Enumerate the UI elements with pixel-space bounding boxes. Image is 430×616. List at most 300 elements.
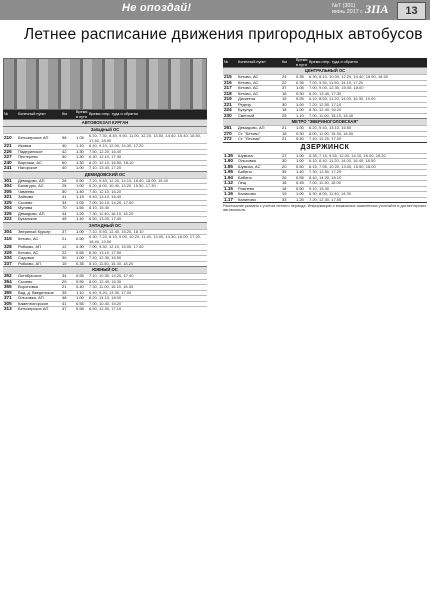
table-row	[3, 295, 207, 301]
section-title: ЦЕНТРАЛЬНЫЙ ОС	[223, 67, 427, 74]
page-header	[0, 0, 430, 20]
route-km: 25	[62, 184, 67, 188]
route-name: Редгир	[238, 102, 251, 107]
route-schedule: 8.00, 11.00, 15.30, 18.00	[309, 131, 354, 136]
route-number: 329	[4, 250, 12, 255]
route-number: 354	[4, 279, 12, 284]
route-number: 304	[4, 206, 12, 210]
route-km: 48	[62, 296, 67, 300]
route-name: Ст. "Кетово"	[238, 131, 261, 136]
route-time: 1.40	[76, 217, 84, 221]
route-time: 1.00	[296, 153, 304, 158]
table-row	[223, 74, 427, 80]
route-time: 0.50	[296, 186, 304, 191]
table-row	[3, 211, 207, 217]
route-time: 1.40	[296, 170, 304, 174]
route-name: Чимеево	[18, 189, 35, 194]
route-name: Кетово, АС	[18, 250, 39, 255]
route-km: 34	[62, 200, 67, 205]
route-schedule: 9.10, 15.40	[309, 186, 330, 191]
route-number: 270	[224, 131, 232, 136]
route-schedule: 8.10, 11.50, 15.30, 18.20	[89, 261, 134, 266]
route-time: 1.00	[76, 296, 84, 300]
route-name: Сычево	[18, 200, 33, 205]
table-row	[223, 158, 427, 164]
route-schedule: 7.40, 12.10, 16.20	[89, 189, 122, 194]
table-row	[3, 205, 207, 211]
route-schedule: 8.30, 12.40, 16.20	[309, 108, 342, 112]
route-name: Зайково	[18, 195, 34, 199]
route-km: 35	[282, 170, 287, 174]
route-number: 230	[224, 113, 232, 118]
route-time: 1.05	[76, 135, 84, 141]
left-table-body	[3, 119, 207, 312]
route-number: 261	[224, 126, 232, 130]
route-number: 1.60	[224, 159, 233, 163]
route-time: 1.40	[76, 189, 84, 194]
route-name: Кетово, АС	[18, 236, 39, 242]
page-title: Летнее расписание движения пригородных автобусов	[24, 26, 423, 43]
route-schedule: 7.00, 9.30, 11.50, 14.10, 17.20	[309, 80, 364, 85]
route-number: 301	[4, 178, 12, 183]
route-number: 219	[224, 97, 232, 101]
table-row	[223, 131, 427, 137]
table-row	[3, 284, 207, 290]
route-time: 0.35	[296, 75, 304, 79]
route-schedule: 7.00, 11.30, 16.00	[309, 181, 341, 185]
route-time: 0.35	[296, 80, 304, 85]
route-km: 30	[62, 256, 67, 260]
route-schedule: 7.00, 10.40, 15.20	[89, 301, 122, 306]
route-schedule: 7.10, 13.40, 17.20	[89, 166, 122, 170]
route-time: 1.00	[296, 192, 304, 196]
section-title: МЕТРО "ЗВЕРИНОГОЛОВСКАЯ"	[223, 118, 427, 125]
route-schedule: 6.15, 7.55, 10.20, 13.00, 15.50, 18.00	[309, 164, 376, 169]
route-number: 224	[224, 108, 232, 112]
route-time: 0.30	[296, 131, 304, 136]
route-schedule: 7.30, 11.00, 15.10, 18.30	[89, 285, 134, 289]
route-time: 1.00	[296, 159, 304, 163]
route-time: 1.00	[296, 126, 304, 130]
table-row	[3, 194, 207, 200]
route-schedule: 6.40, 9.20, 13.30, 17.00	[89, 290, 132, 295]
route-name: Бабино	[238, 170, 252, 174]
route-time: 0.50	[76, 178, 84, 183]
route-km: 15	[62, 261, 67, 266]
route-km: 40	[62, 144, 67, 148]
route-schedule: 7.40, 12.30, 16.50	[89, 256, 122, 260]
table-row	[3, 306, 207, 312]
route-schedule: 7.00, 9.30, 12.10, 15.00, 17.40	[89, 245, 144, 249]
route-schedule: 8.40, 14.20, 18.10	[309, 175, 342, 180]
route-km: 44	[62, 211, 67, 216]
route-time: 1.20	[76, 211, 84, 216]
table-row	[223, 136, 427, 142]
route-km: 60	[62, 160, 67, 165]
header-route-name: Конечный пункт	[18, 112, 46, 117]
route-time: 0.25	[296, 97, 304, 101]
route-number: 272	[224, 137, 232, 141]
header-schedule: Время отпр. туда и обратно	[89, 112, 139, 117]
route-schedule: 7.10, 10.30, 14.20, 17.40	[89, 274, 134, 278]
section-subtitle: Западный ОС	[3, 126, 207, 133]
route-number: 352	[4, 274, 12, 278]
header-slogan: Не опоздай!	[122, 2, 192, 14]
newspaper-logo: ЗПА	[365, 2, 389, 16]
route-name: Кетово, АС	[238, 75, 259, 79]
footnote: Расписание указано с учетом летнего периода. Информацию о возможных изменениях уточняйте в диспетчерских автовокзала.	[223, 204, 427, 213]
route-time: 0.30	[76, 245, 84, 249]
route-schedule: 7.20, 12.50, 17.10	[309, 102, 342, 107]
route-number: 227	[4, 155, 12, 159]
route-number: 1.15	[224, 186, 233, 191]
route-schedule: 8.10, 15.40	[89, 206, 110, 210]
route-schedule: 5.35, 7.15, 9.55, 12.00, 14.10, 16.00, 18.20	[309, 153, 386, 158]
left-column	[3, 58, 207, 312]
route-km: 18	[282, 186, 287, 191]
route-time: 1.00	[296, 108, 304, 112]
route-km: 42	[62, 149, 67, 154]
route-km: 21	[62, 236, 67, 242]
route-number: 304	[4, 184, 12, 188]
route-km: 35	[62, 290, 67, 295]
route-name: Белозерское АП	[18, 307, 49, 311]
section-title: ЮЖНЫЙ ОС	[3, 266, 207, 273]
right-column	[223, 58, 427, 213]
header-route-no: №	[4, 112, 9, 117]
table-row	[3, 290, 207, 296]
table-row	[3, 234, 207, 244]
route-km: 37	[282, 86, 287, 90]
table-row	[3, 160, 207, 166]
route-time: 0.55	[76, 301, 84, 306]
route-time: 0.45	[296, 181, 304, 185]
route-km: 30	[282, 159, 287, 163]
route-time: 0.40	[76, 285, 84, 289]
route-number: 305	[4, 301, 12, 306]
route-schedule: 6.30, 7.20, 8.10, 9.00, 10.20, 11.40, 13.00, 14.30, 16.00, 17.20, 18.40, 19.50	[89, 235, 202, 244]
route-km: 18	[282, 108, 287, 112]
route-name: Бабино	[238, 175, 252, 180]
route-name: Садовое	[18, 256, 35, 260]
route-name: Демидово, АП	[238, 126, 265, 130]
table-row	[223, 80, 427, 86]
route-number: 321	[4, 195, 12, 199]
route-number: 325	[4, 200, 12, 205]
route-number: 241	[4, 166, 12, 170]
route-name: Шумиха	[238, 153, 253, 158]
route-schedule: 6.30, 8.00, 11.40, 14.30	[309, 192, 351, 196]
route-number: 1.16	[224, 192, 233, 196]
route-km: 70	[62, 206, 67, 210]
route-number: 221	[4, 144, 12, 148]
route-number: 1.95	[224, 170, 233, 174]
header-km: Км	[282, 60, 287, 65]
table-row	[3, 255, 207, 261]
route-schedule: 7.10, 9.50, 12.40, 15.20, 18.10	[89, 229, 144, 234]
route-schedule: 6.10, 8.50, 11.20, 14.00, 16.30, 19.00	[309, 97, 376, 101]
header-route-no: №	[224, 60, 229, 65]
route-km: 21	[282, 137, 287, 141]
table-header	[3, 110, 207, 119]
route-name: Дискетна	[238, 97, 256, 101]
route-name: Ольховка	[238, 159, 256, 163]
table-row	[3, 189, 207, 195]
route-km: 18	[282, 181, 287, 185]
route-km: 21	[62, 285, 67, 289]
route-schedule: 6.10, 8.40, 11.20, 14.00, 16.40, 18.50	[309, 159, 376, 163]
route-number: 304	[4, 229, 12, 234]
table-row	[3, 154, 207, 160]
right-table-body	[223, 67, 427, 213]
route-time: 0.55	[76, 250, 84, 255]
route-schedule: 7.30, 12.50, 17.20	[309, 170, 342, 174]
route-time: 1.30	[76, 155, 84, 159]
section-title: АВТОВОКЗАЛ КУРГАН	[3, 119, 207, 126]
route-time: 1.00	[76, 256, 84, 260]
route-name: Рябково, АП	[18, 261, 42, 266]
issue-info	[332, 3, 363, 15]
header-schedule: Время отпр. туда и обратно	[309, 60, 359, 65]
route-time: 1.30	[76, 160, 84, 165]
table-row	[223, 191, 427, 197]
route-name: Шумиха, АС	[238, 164, 261, 169]
route-name: Демидово, АП	[18, 211, 45, 216]
route-name: Рябково, АП	[18, 245, 42, 249]
route-schedule: 6.40, 9.10, 12.00, 14.30, 17.20	[89, 144, 144, 148]
bus-photo	[3, 58, 207, 110]
table-row	[3, 250, 207, 256]
table-row	[223, 180, 427, 186]
issue-number: №7 (301)	[332, 3, 356, 9]
route-km: 40	[62, 166, 67, 170]
route-schedule: 9.40, 13.10, 16.40	[89, 195, 122, 199]
route-number: 1.85	[224, 164, 233, 169]
route-number: 1.94	[224, 175, 233, 180]
route-schedule: 7.20, 9.40, 12.20, 14.10, 16.40, 18.00, 19.40	[89, 178, 168, 183]
route-schedule: 7.20, 12.30, 17.50	[309, 197, 342, 202]
route-schedule: 6.20, 9.40, 13.10, 16.50	[309, 126, 352, 130]
route-name: Лещ	[238, 181, 247, 185]
route-number: 1.35	[224, 153, 233, 158]
route-number: 355	[4, 285, 12, 289]
route-name: Нагорское	[18, 166, 38, 170]
route-km: 27	[282, 153, 287, 158]
route-km: 22	[62, 250, 67, 255]
route-name: Пестерево	[18, 155, 38, 159]
header-time: Время в пути	[296, 58, 308, 67]
section-title: ДЕМИДОВСКИЙ ОС	[3, 171, 207, 178]
table-row	[223, 197, 427, 203]
route-schedule: 8.30, 13.10, 17.50	[89, 250, 122, 255]
table-row	[223, 85, 427, 91]
table-row	[3, 229, 207, 235]
route-km: 12	[62, 245, 67, 249]
table-row	[223, 113, 427, 119]
table-row	[3, 273, 207, 279]
route-time: 1.00	[296, 102, 304, 107]
table-row	[223, 186, 427, 192]
header-route-name: Конечный пункт	[238, 60, 266, 65]
table-row	[223, 125, 427, 131]
table-row	[3, 301, 207, 307]
route-number: 216	[224, 80, 232, 85]
route-km: 58	[62, 135, 67, 141]
route-number: 1.12	[224, 181, 233, 185]
route-time: 0.35	[76, 261, 84, 266]
table-row	[223, 107, 427, 113]
route-name: Калиново	[238, 192, 256, 196]
route-time: 1.10	[296, 113, 304, 118]
table-row	[3, 133, 207, 143]
route-schedule: 8.20, 13.40, 17.30	[309, 91, 342, 96]
table-header	[223, 58, 427, 67]
route-km: 50	[62, 189, 67, 194]
table-row	[223, 96, 427, 102]
route-km: 20	[282, 164, 287, 169]
route-km: 15	[282, 97, 287, 101]
route-km: 22	[282, 80, 287, 85]
route-number: 1.17	[224, 197, 233, 202]
route-name: Демидово, АП	[18, 178, 45, 183]
route-number: 305	[4, 189, 12, 194]
route-number: 365	[4, 290, 12, 295]
route-time: 0.58	[76, 307, 84, 311]
route-time: 1.05	[76, 200, 84, 205]
route-km: 34	[62, 274, 67, 278]
route-time: 0.40	[296, 137, 304, 141]
route-schedule: 7.00, 11.00, 15.10, 18.40	[309, 113, 354, 118]
route-time: 1.10	[76, 144, 84, 148]
route-number: 371	[4, 296, 12, 300]
route-name: Октябрьское	[18, 274, 42, 278]
route-time: 0.50	[76, 236, 84, 242]
route-schedule: 8.20, 12.10, 16.50, 18.10	[89, 160, 134, 165]
route-km: 50	[62, 155, 67, 159]
section-title: ДЗЕРЖИНСК	[223, 142, 427, 153]
table-row	[3, 165, 207, 171]
header-km: Км	[62, 112, 67, 117]
route-name: Светлый	[238, 113, 255, 118]
route-km: 33	[282, 197, 287, 202]
issue-date: июнь 2017 г.	[332, 9, 364, 15]
route-km: 45	[62, 217, 67, 221]
route-schedule: 7.00, 10.10, 14.20, 17.50	[89, 200, 134, 205]
route-name: Ольховка, АП	[18, 296, 44, 300]
route-time: 0.50	[296, 164, 304, 169]
route-name: Кетово, АС	[238, 86, 259, 90]
page-number: 13	[397, 2, 426, 20]
route-name: Варгаши, АС	[18, 160, 42, 165]
table-row	[223, 102, 427, 108]
route-number: 313	[4, 307, 12, 311]
route-km: 18	[282, 131, 287, 136]
route-time: 1.00	[76, 166, 84, 170]
table-row	[3, 178, 207, 184]
table-row	[223, 169, 427, 175]
route-time: 1.25	[296, 197, 304, 202]
route-number: 210	[4, 135, 12, 141]
route-name: Каменногорское	[18, 301, 49, 306]
table-row	[3, 216, 207, 222]
route-km: 21	[282, 126, 287, 130]
route-name: Рожнево	[238, 186, 255, 191]
table-row	[223, 164, 427, 170]
route-time: 0.55	[296, 175, 304, 180]
route-time: 1.10	[76, 290, 84, 295]
route-schedule: 6.30, 8.10, 10.00, 12.20, 14.40, 16.50, 18.30	[309, 75, 388, 79]
route-km: 41	[62, 301, 67, 306]
route-name: Сычево	[18, 279, 33, 284]
route-number: 240	[4, 160, 12, 165]
route-km: 24	[282, 75, 287, 79]
section-title: ЗАПАДНЫЙ ОС	[3, 222, 207, 229]
route-time: 1.00	[76, 229, 84, 234]
route-schedule: 6.50, 13.00, 17.40	[89, 217, 122, 221]
table-row	[3, 200, 207, 206]
route-name: Звериный Курьер	[18, 229, 51, 234]
route-number: 337	[4, 261, 12, 266]
route-schedule: 7.00, 9.00, 12.30, 15.00, 18.00	[309, 86, 364, 90]
route-km: 29	[62, 279, 67, 284]
table-row	[3, 183, 207, 189]
table-row	[223, 175, 427, 181]
route-number: 226	[4, 149, 12, 154]
route-number: 315	[4, 236, 12, 242]
route-number: 326	[4, 211, 12, 216]
table-row	[3, 143, 207, 149]
route-name: Калиново	[238, 197, 256, 202]
route-km: 41	[62, 195, 67, 199]
table-row	[223, 153, 427, 159]
route-km: 18	[282, 91, 287, 96]
table-row	[3, 244, 207, 250]
route-name: Белозерское АП	[18, 135, 49, 141]
table-row	[3, 279, 207, 285]
header-time: Время в пути	[76, 110, 88, 119]
route-name: Кетово, АС	[238, 91, 259, 96]
route-time: 0.30	[296, 91, 304, 96]
route-schedule: 7.50, 12.20, 16.40	[89, 149, 122, 154]
route-number: 322	[4, 217, 12, 221]
route-schedule: 8.20, 14.10, 18.00	[89, 296, 122, 300]
route-schedule: 6.50, 12.30, 17.10	[89, 307, 122, 311]
route-name: Ст. "Лесная"	[238, 137, 261, 141]
route-km: 28	[62, 178, 67, 183]
route-km: 19	[282, 192, 287, 196]
route-name: Вад. д. Введенское	[18, 290, 54, 295]
route-schedule: 6.10, 7.30, 8.40, 9.50, 11.00, 12.20, 13.50, 14.40, 15.40, 16.50, 17.50, 18.50	[89, 134, 202, 143]
route-number: 334	[4, 256, 12, 260]
route-schedule: 7.30, 11.40, 16.10, 18.20	[89, 211, 134, 216]
route-name: Балагуры, АС	[18, 184, 44, 188]
route-number: 217	[224, 86, 232, 90]
route-name: Вороновка	[18, 285, 38, 289]
route-number: 215	[224, 75, 232, 79]
table-row	[223, 91, 427, 97]
route-schedule: 6.30, 12.10, 17.30	[89, 155, 122, 159]
route-schedule: 8.00, 12.40, 16.30	[89, 279, 122, 284]
route-name: Бузанское	[18, 217, 38, 221]
route-name: Мулява	[18, 206, 33, 210]
route-number: 218	[224, 91, 232, 96]
route-km: 47	[62, 307, 67, 311]
route-name: Бузулук	[238, 108, 253, 112]
route-time: 1.30	[76, 149, 84, 154]
route-km: 25	[282, 113, 287, 118]
route-schedule: 6.20, 8.00, 10.40, 13.20, 15.50, 17.30	[89, 184, 156, 188]
route-name: Иковка	[18, 144, 32, 148]
